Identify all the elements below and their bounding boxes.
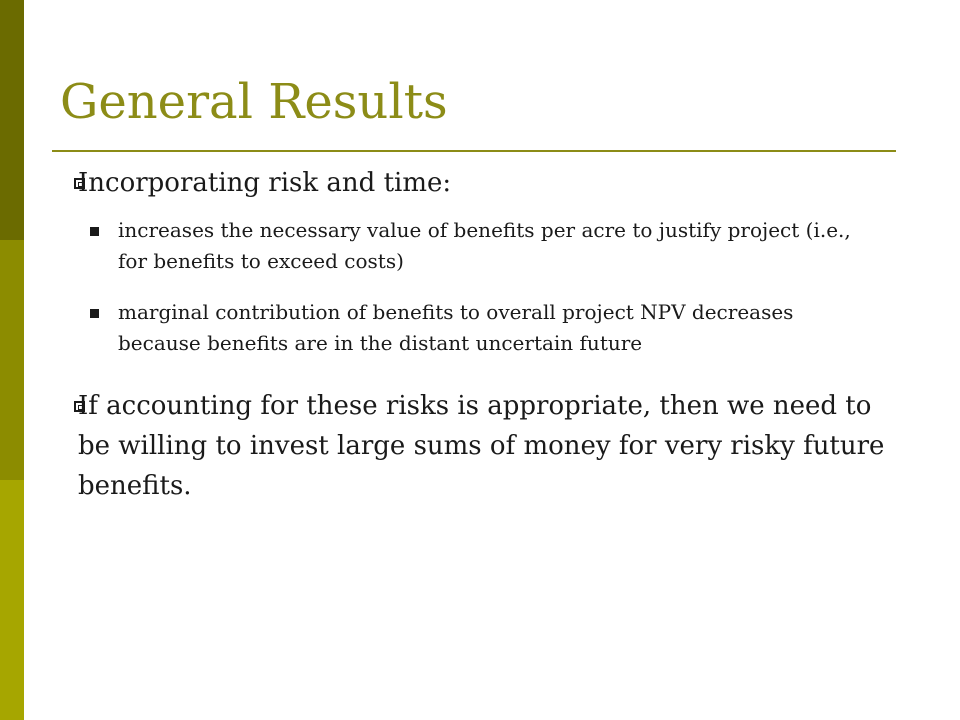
square-bullet-icon (90, 227, 99, 236)
bullet-text: Incorporating risk and time: (78, 168, 452, 198)
sidebar-segment-top (0, 0, 24, 240)
bullet-item (78, 163, 903, 203)
sidebar-segment-bottom (0, 480, 24, 720)
square-bullet-icon (90, 309, 99, 318)
sidebar-segment-middle (0, 240, 24, 480)
sidebar-decoration (0, 0, 24, 720)
sub-bullet-text: marginal contribution of benefits to overall project NPV decreases because benefits are in the distant uncertain future (118, 300, 794, 355)
sub-bullet-item (118, 297, 858, 359)
title-divider (52, 150, 896, 152)
sub-bullet-item (118, 215, 858, 277)
slide-title: General Results (60, 74, 448, 130)
bullet-text: If accounting for these risks is appropriate, then we need to be willing to invest large sums of money for very risky future benefits. (78, 391, 885, 501)
bullet-item (78, 386, 898, 506)
sub-bullet-text: increases the necessary value of benefits per acre to justify project (i.e., for benefits to exceed costs) (118, 218, 851, 273)
